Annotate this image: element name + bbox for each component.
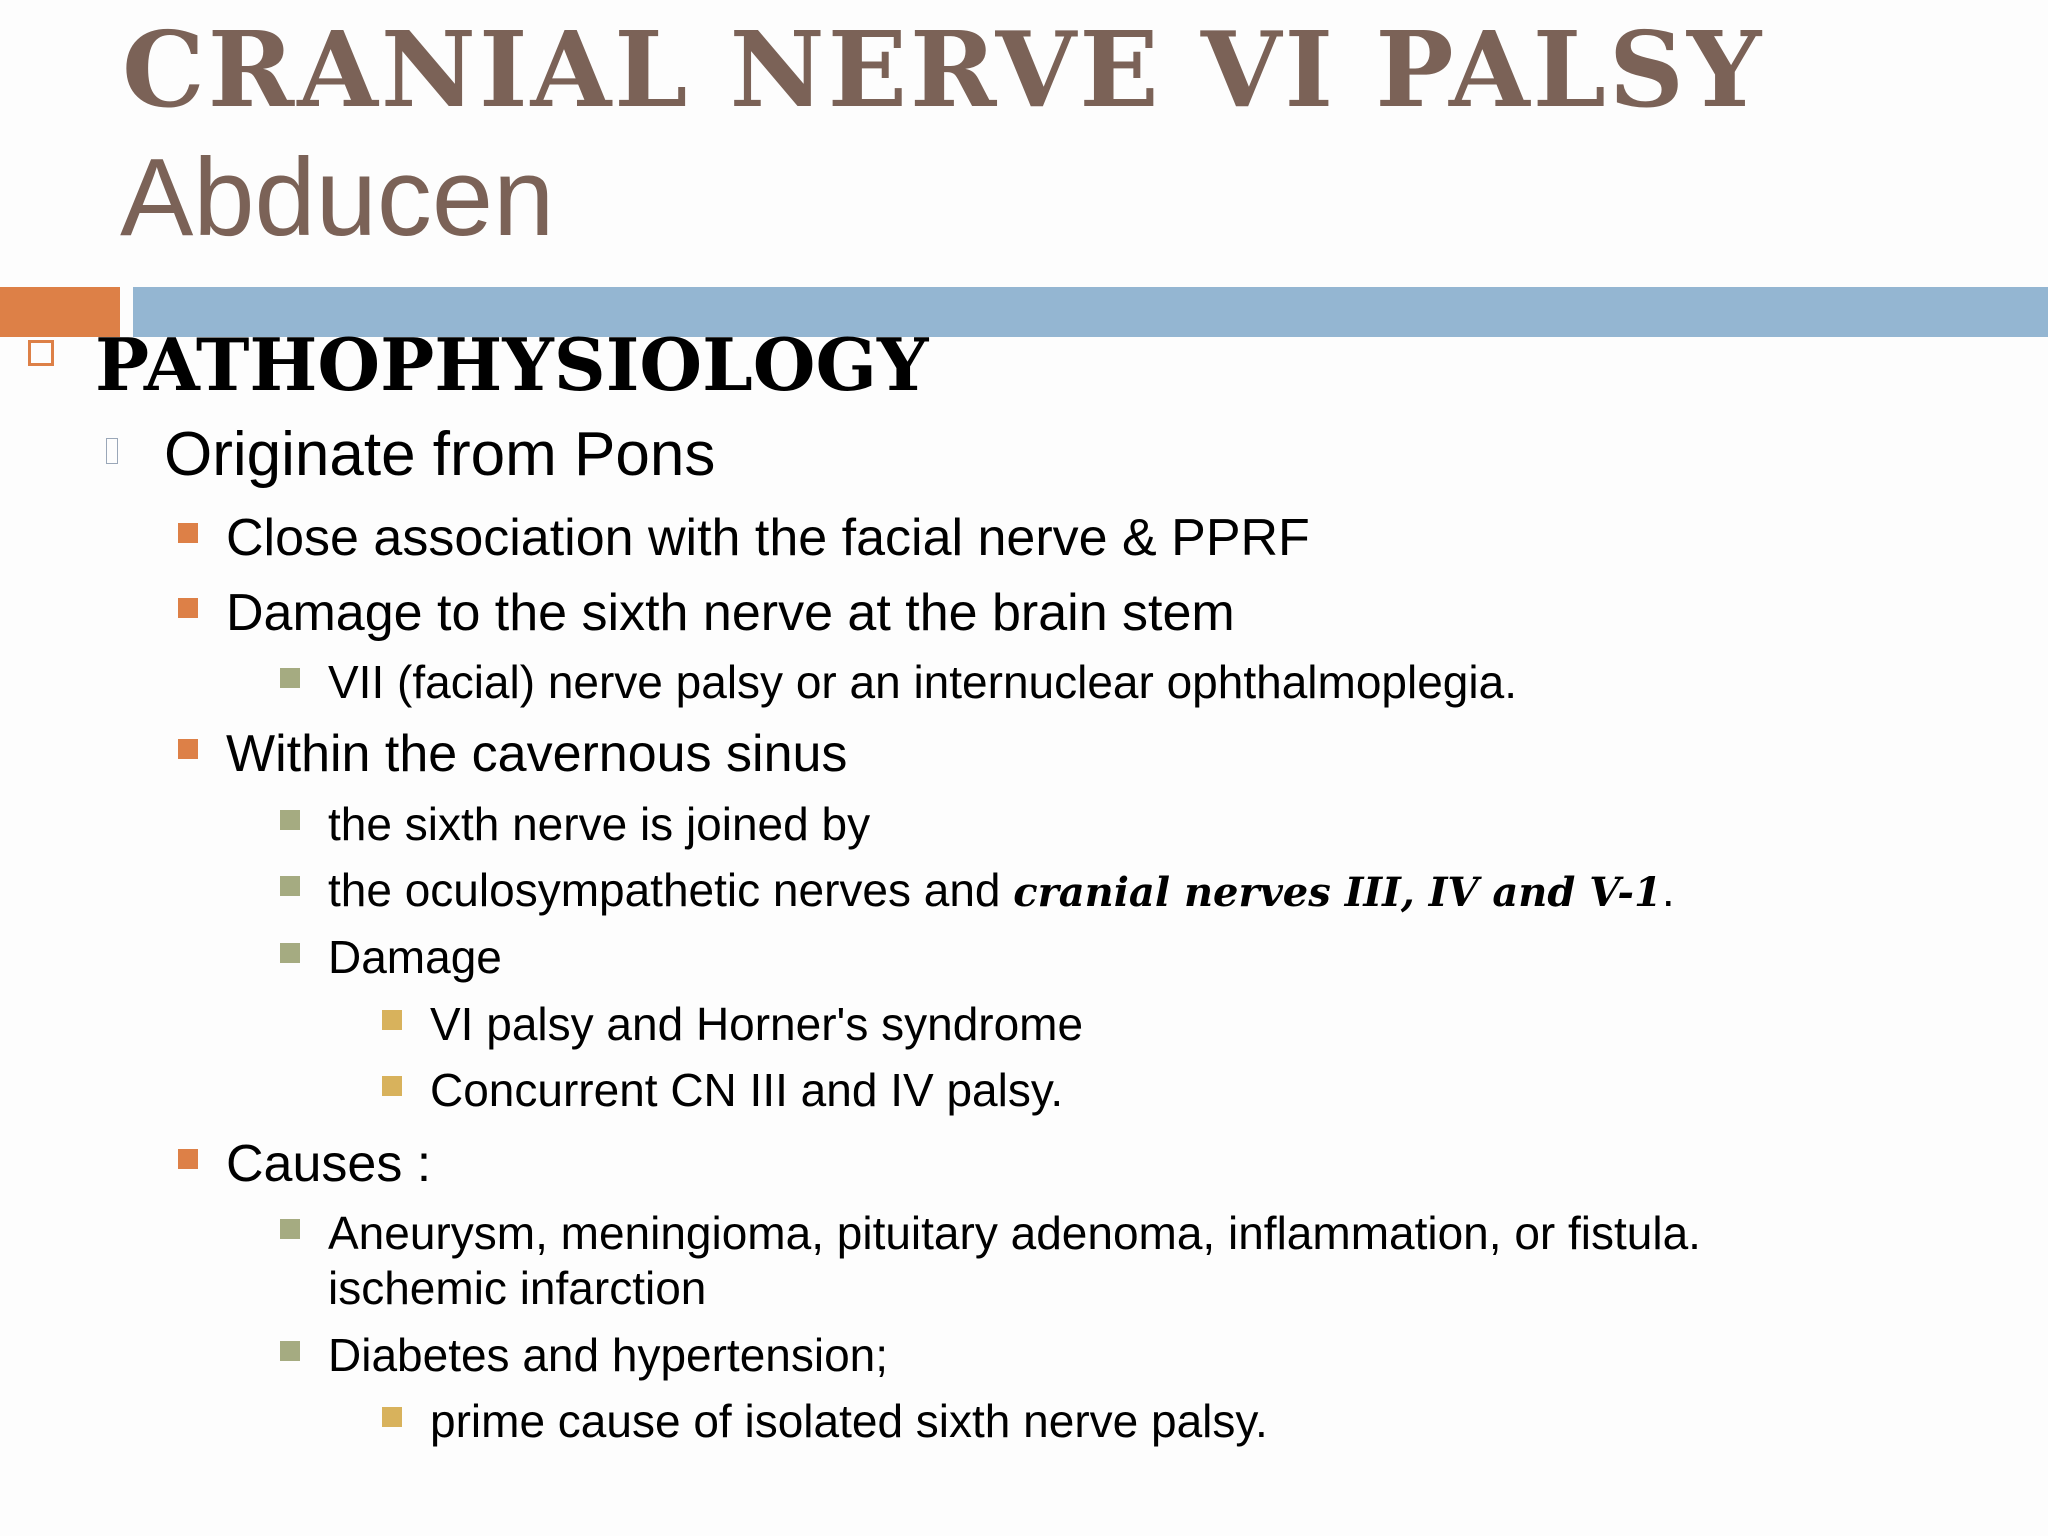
section-bullet-icon <box>28 340 54 366</box>
bullet-orange-icon <box>178 1149 198 1169</box>
item-cavernous: Within the cavernous sinus <box>226 725 848 783</box>
bullet-green-icon <box>280 1341 300 1361</box>
item-brainstem-result: VII (facial) nerve palsy or an internuclear ophthalmoplegia. <box>328 656 1517 708</box>
level1-point: Originate from Pons <box>164 420 716 489</box>
item-causes-1-line2: ischemic infarction <box>328 1262 707 1314</box>
item-brainstem: Damage to the sixth nerve at the brain stem <box>226 584 1235 642</box>
item-damage: Damage <box>328 931 502 983</box>
bullet-yellow-icon <box>382 1076 402 1096</box>
bullet-green-icon <box>280 876 300 896</box>
bullet-green-icon <box>280 943 300 963</box>
item-causes-2-sub: prime cause of isolated sixth nerve palsy. <box>430 1395 1268 1447</box>
bullet-yellow-icon <box>382 1010 402 1030</box>
item-damage-1: VI palsy and Horner's syndrome <box>430 998 1084 1050</box>
oculo-suffix: . <box>1661 864 1675 916</box>
oculo-emphasis: cranial nerves III, IV and V-1 <box>1013 869 1662 916</box>
bullet-green-icon <box>280 1219 300 1239</box>
bullet-orange-icon <box>178 523 198 543</box>
item-joined: the sixth nerve is joined by <box>328 798 871 850</box>
bullet-green-icon <box>280 668 300 688</box>
oculo-prefix: the oculosympathetic nerves and <box>328 864 1014 916</box>
item-causes: Causes : <box>226 1135 432 1193</box>
item-causes-1-line1: Aneurysm, meningioma, pituitary adenoma, inflammation, or fistula. <box>328 1207 1701 1259</box>
item-causes-2: Diabetes and hypertension; <box>328 1329 889 1381</box>
level1-bullet-icon <box>106 438 118 464</box>
item-association: Close association with the facial nerve & PPRF <box>226 509 1310 567</box>
item-damage-2: Concurrent CN III and IV palsy. <box>430 1064 1064 1116</box>
slide-title: CRANIAL NERVE VI PALSY <box>122 8 1765 131</box>
slide-subtitle: Abducen <box>120 136 555 259</box>
bullet-orange-icon <box>178 598 198 618</box>
section-heading: PATHOPHYSIOLOGY <box>95 322 929 407</box>
bullet-green-icon <box>280 810 300 830</box>
bullet-orange-icon <box>178 739 198 759</box>
item-oculosympathetic <box>328 862 1675 921</box>
bullet-yellow-icon <box>382 1407 402 1427</box>
